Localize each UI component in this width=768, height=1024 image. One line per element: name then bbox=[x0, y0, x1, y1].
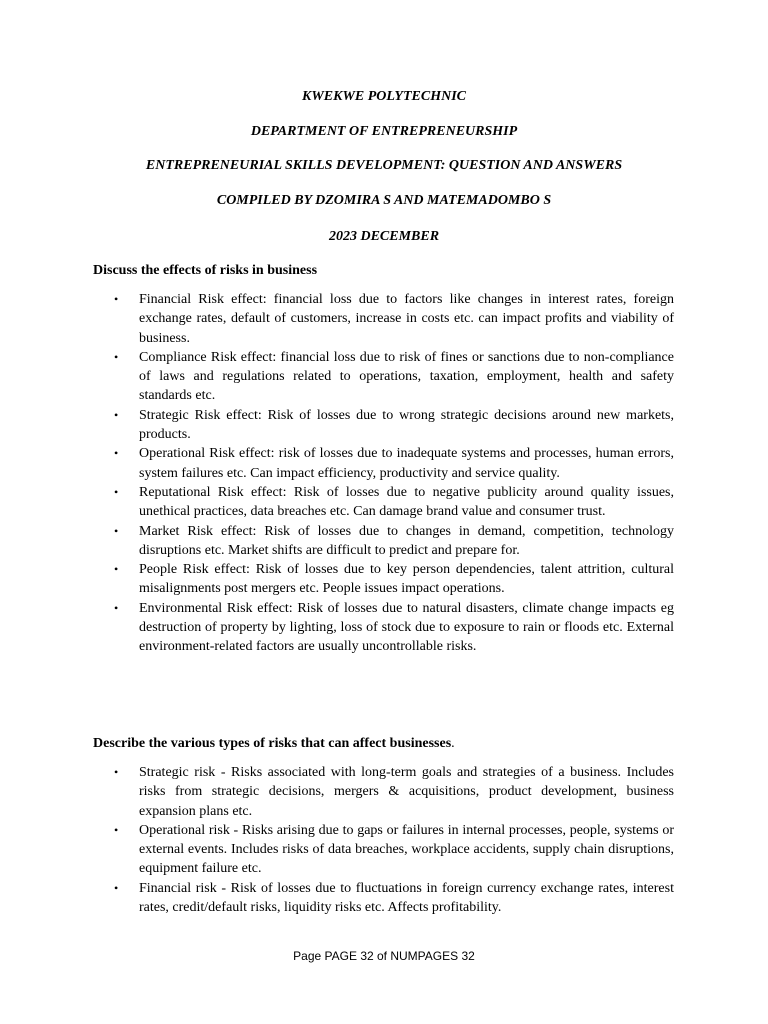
course-heading: ENTREPRENEURIAL SKILLS DEVELOPMENT: QUESTION AND ANSWERS bbox=[145, 158, 623, 173]
list-item-text: Reputational Risk effect: Risk of losses due to negative publicity around quality issues, unethical practices, data breaches etc. Can damage brand value and consumer trust. bbox=[139, 484, 674, 520]
department-heading: DEPARTMENT OF ENTREPRENEURSHIP bbox=[250, 124, 518, 139]
bullet-icon: • bbox=[114, 822, 119, 837]
list-item-text: Operational risk - Risks arising due to gaps or failures in internal processes, people, systems or external events. Includes risks of data breaches, workplace accidents, supply chain disruptions, equipment failure etc. bbox=[139, 822, 674, 877]
bullet-icon: • bbox=[114, 600, 119, 615]
section2-title-text: Describe the various types of risks that can affect businesses bbox=[93, 736, 452, 751]
list-item-text: Market Risk effect: Risk of losses due to changes in demand, competition, technology disruptions etc. Market shifts are difficult to predict and prepare for. bbox=[139, 523, 674, 558]
bullet-icon: • bbox=[114, 880, 119, 895]
list-item bbox=[93, 763, 674, 821]
list-item-text: People Risk effect: Risk of losses due to key person dependencies, talent attrition, cultural misalignments post mergers etc. People issues impact operations. bbox=[139, 562, 674, 597]
list-item-text: Environmental Risk effect: Risk of losses due to natural disasters, climate change impacts eg destruction of property by lighting, loss of stock due to exposure to rain or floods etc. External environment-related factors are usually uncontrollable risks. bbox=[139, 600, 674, 655]
list-item-text: Compliance Risk effect: financial loss due to risk of fines or sanctions due to non-compliance of laws and regulations related to operations, taxation, employment, health and safety standards etc. bbox=[139, 349, 674, 404]
section1-title bbox=[93, 262, 317, 280]
institution-heading: KWEKWE POLYTECHNIC bbox=[301, 89, 466, 104]
list-item bbox=[93, 879, 674, 918]
list-item bbox=[93, 560, 674, 599]
section2-title bbox=[93, 735, 455, 753]
list-item-text: Operational Risk effect: risk of losses due to inadequate systems and processes, human errors, system failures etc. Can impact efficiency, productivity and service quality. bbox=[139, 446, 674, 481]
list-item bbox=[93, 821, 674, 879]
list-item-text: Financial Risk effect: financial loss due to factors like changes in interest rates, foreign exchange rates, default of customers, increase in costs etc. can impact profits and viability of business. bbox=[139, 292, 674, 346]
list-item bbox=[93, 290, 674, 348]
section2-list bbox=[93, 763, 674, 917]
list-item-text: Financial risk - Risk of losses due to fluctuations in foreign currency exchange rates, interest rates, credit/default risks, liquidity risks etc. Affects profitability. bbox=[139, 880, 674, 916]
section1-list bbox=[93, 290, 674, 657]
list-item bbox=[93, 444, 674, 483]
list-item bbox=[93, 348, 674, 406]
bullet-icon: • bbox=[114, 523, 119, 538]
list-item bbox=[93, 406, 674, 445]
section1-title-text: Discuss the effects of risks in business bbox=[93, 263, 318, 278]
list-item-text: Strategic risk - Risks associated with long-term goals and strategies of a business. Includes risks from strategic decisions, mergers & acquisitions, product development, business expansion plans etc. bbox=[139, 765, 674, 819]
date-heading: 2023 DECEMBER bbox=[328, 229, 440, 244]
section2-title-trailing: . bbox=[451, 736, 455, 751]
page-footer: Page PAGE 32 of NUMPAGES 32 bbox=[293, 949, 475, 963]
list-item bbox=[93, 522, 674, 561]
bullet-icon: • bbox=[114, 292, 119, 306]
bullet-icon: • bbox=[114, 765, 119, 779]
bullet-icon: • bbox=[114, 562, 119, 577]
list-item-text: Strategic Risk effect: Risk of losses due to wrong strategic decisions around new markets, products. bbox=[139, 407, 674, 443]
list-item bbox=[93, 483, 674, 522]
bullet-icon: • bbox=[114, 349, 119, 364]
bullet-icon: • bbox=[114, 407, 119, 422]
bullet-icon: • bbox=[114, 484, 119, 499]
list-item bbox=[93, 599, 674, 657]
compiled-by-heading: COMPILED BY DZOMIRA S AND MATEMADOMBO S bbox=[216, 193, 552, 208]
bullet-icon: • bbox=[114, 446, 119, 461]
